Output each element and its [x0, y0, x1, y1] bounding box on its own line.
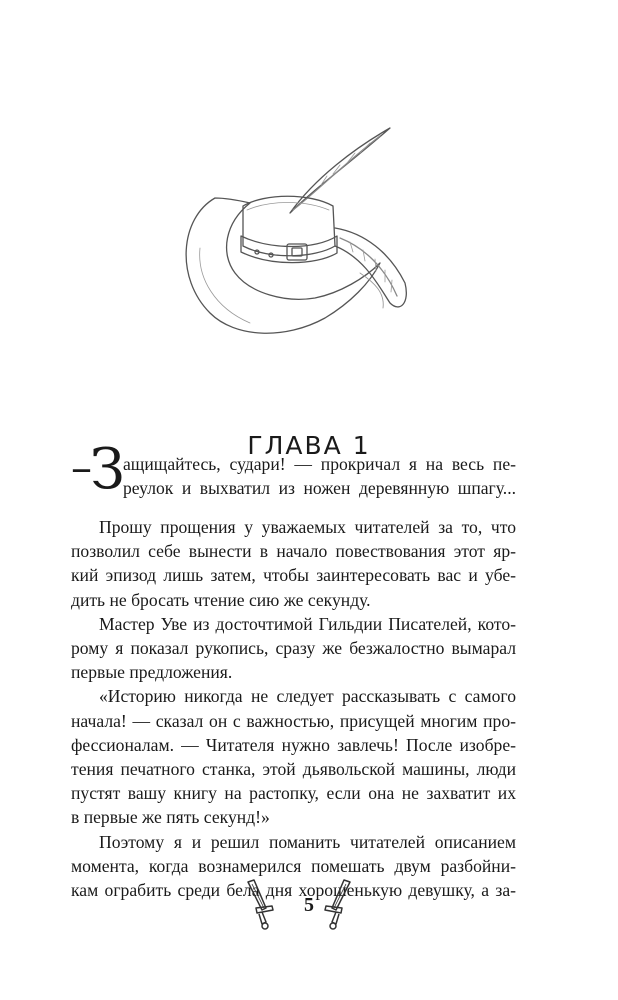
text-line: тения печатного станка, этой дьявольской машины, люди [71, 759, 516, 780]
opening-line-2: реулок и выхватил из ножен деревянную шпагу... [123, 478, 516, 499]
text-line: пустят вашу книгу на растопку, если она не захватит их [71, 783, 516, 804]
chapter-title: ГЛАВА 1 [247, 430, 371, 460]
text-line: кий эпизод лишь затем, чтобы заинтересовать вас и убе- [71, 565, 516, 586]
opening-paragraph [71, 452, 516, 500]
text-line: момента, когда вознамерился помешать двум разбойни- [71, 855, 516, 876]
body-text [71, 515, 516, 902]
text-line: начала! — сказал он с важностью, присущей многим про- [71, 710, 516, 731]
musketeer-hat-icon [175, 118, 435, 368]
page-footer [0, 878, 618, 938]
dropcap-dash: – [71, 443, 92, 492]
dropcap-letter: З [90, 437, 125, 502]
text-line: Мастер Уве из досточтимой Гильдии Писателей, кото- [99, 613, 516, 634]
text-line: позволил себе вынести в начало повествования этот яр- [71, 541, 516, 562]
text-line: рому я показал рукопись, сразу же безжалостно вымарал [71, 638, 516, 659]
text-line: Прошу прощения у уважаемых читателей за то, что [99, 517, 516, 537]
text-line: «Историю никогда не следует рассказывать с самого [99, 686, 516, 707]
text-line: дить не бросать чтение сию же секунду. [71, 589, 371, 610]
text-line: в первые же пять секунд!» [71, 807, 270, 828]
text-line: фессионалам. — Читателя нужно завлечь! После изобре- [71, 734, 516, 755]
sword-icon [318, 878, 358, 934]
opening-line-1: ащищайтесь, судари! — прокричал я на весь пе- [123, 454, 516, 474]
text-line: первые предложения. [71, 662, 233, 683]
text-line: кам ограбить среди бела дня хорошенькую девушку, а за- [71, 880, 516, 901]
page-number: 5 [304, 894, 314, 916]
text-line: Поэтому я и решил поманить читателей описанием [99, 831, 516, 852]
